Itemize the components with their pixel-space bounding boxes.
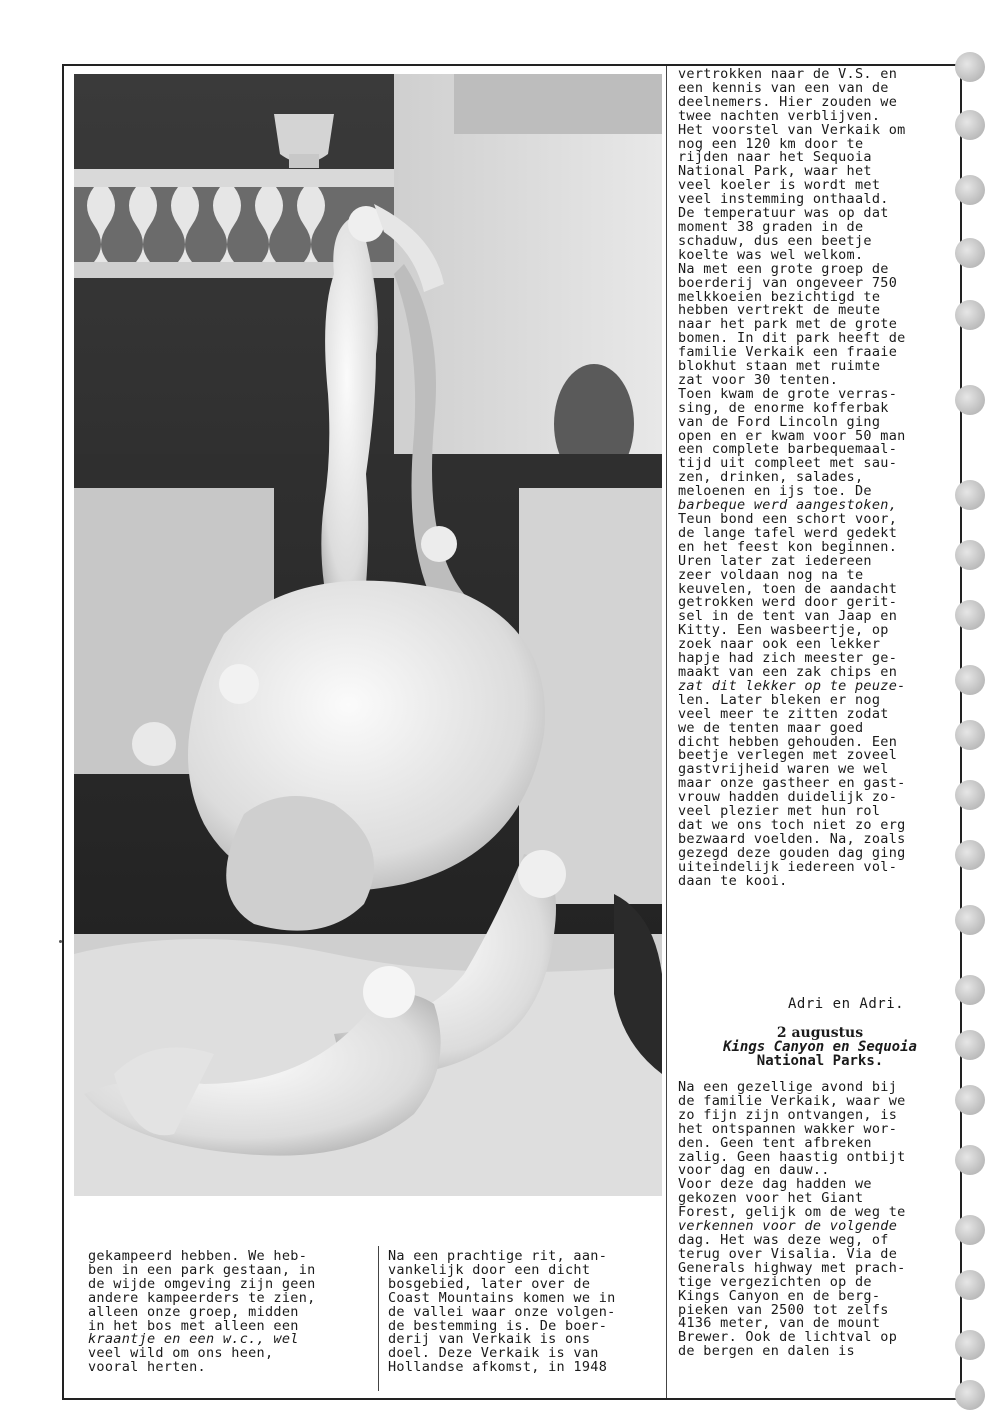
binder-hole <box>955 238 985 268</box>
margin-speck <box>59 940 62 943</box>
text-line: melkkoeien bezichtigd te <box>678 288 881 305</box>
text-line: sing, de enorme kofferbak <box>678 399 889 416</box>
text-line: zen, drinken, salades, <box>678 469 864 486</box>
text-line: we de tenten maar goed <box>678 719 864 736</box>
column-divider-bottom <box>378 1246 379 1391</box>
text-line: open en er kwam voor 50 man <box>678 427 906 444</box>
text-line: uiteindelijk iedereen vol- <box>678 858 898 875</box>
text-line: blokhut staan met ruimte <box>678 358 881 375</box>
text-line: twee nachten verblijven. <box>678 107 881 124</box>
text-line: Brewer. Ook de lichtval op <box>678 1329 898 1346</box>
text-line: tige vergezichten op de <box>678 1273 872 1290</box>
text-line: vankelijk door een dicht <box>388 1261 591 1278</box>
text-line: de bergen en dalen is <box>678 1343 855 1360</box>
text-line: Na een prachtige rit, aan- <box>388 1248 608 1264</box>
text-line: doel. Deze Verkaik is van <box>388 1345 599 1362</box>
text-line: veel instemming onthaald. <box>678 191 889 208</box>
binder-hole <box>955 1145 985 1175</box>
text-line: daan te kooi. <box>678 872 788 889</box>
text-line: moment 38 graden in de <box>678 218 864 235</box>
text-line: tijd uit compleet met sau- <box>678 455 898 472</box>
right-column-bottom-text <box>678 1081 906 1359</box>
text-line: gekampeerd hebben. We heb- <box>88 1248 308 1264</box>
right-column-top-text <box>678 68 906 888</box>
text-line: zat dit lekker op te peuze- <box>678 677 906 694</box>
text-line: zat voor 30 tenten. <box>678 371 839 388</box>
text-line: keuvelen, toen de aandacht <box>678 580 898 597</box>
text-line: maakt van een zak chips en <box>678 663 898 680</box>
text-line: Kings Canyon en de berg- <box>678 1287 881 1304</box>
text-line: zoek naar ook een lekker <box>678 636 881 653</box>
text-line: pieken van 2500 tot zelfs <box>678 1301 889 1318</box>
text-line: voor dag en dauw.. <box>678 1162 830 1179</box>
text-line: vertrokken naar de V.S. en <box>678 66 898 82</box>
binder-hole <box>955 1270 985 1300</box>
text-line: schaduw, dus een beetje <box>678 232 872 249</box>
text-line: maar onze gastheer en gast- <box>678 775 906 792</box>
binder-hole <box>955 385 985 415</box>
text-line: National Park, waar het <box>678 163 872 180</box>
text-line: verkennen voor de volgende <box>678 1218 898 1235</box>
text-line: sel in de tent van Jaap en <box>678 608 898 625</box>
text-line: len. Later bleken er nog <box>678 691 881 708</box>
text-line: het ontspannen wakker wor- <box>678 1120 898 1137</box>
text-line: terug over Visalia. Via de <box>678 1245 898 1262</box>
binder-hole <box>955 480 985 510</box>
column-divider <box>666 66 667 1398</box>
binder-hole <box>955 720 985 750</box>
text-line: Teun bond een schort voor, <box>678 511 898 527</box>
text-line: Na een gezellige avond bij <box>678 1079 898 1095</box>
binder-hole <box>955 1030 985 1060</box>
binder-hole <box>955 110 985 140</box>
text-line: veel plezier met hun rol <box>678 803 881 820</box>
text-line: de familie Verkaik, waar we <box>678 1092 906 1109</box>
text-line: andere kampeerders te zien, <box>88 1289 316 1306</box>
text-line: bezwaard voelden. Na, zoals <box>678 830 906 847</box>
text-line: van de Ford Lincoln ging <box>678 413 881 430</box>
text-line: zalig. Geen haastig ontbijt <box>678 1148 906 1165</box>
text-line: de lange tafel werd gedekt <box>678 524 898 541</box>
fountain-photo <box>74 74 662 1196</box>
text-line: gezegd deze gouden dag ging <box>678 844 906 861</box>
text-line: kraantje en een w.c., wel <box>88 1331 299 1348</box>
text-line: beetje verlegen met zoveel <box>678 747 898 764</box>
text-line: zo fijn zijn ontvangen, is <box>678 1106 898 1123</box>
text-line: den. Geen tent afbreken <box>678 1134 872 1151</box>
text-line: de wijde omgeving zijn geen <box>88 1275 316 1292</box>
text-line: dicht hebben gehouden. Een <box>678 733 898 750</box>
text-line: Na met een grote groep de <box>678 260 889 277</box>
text-line: bosgebied, later over de <box>388 1275 591 1292</box>
text-line: derij van Verkaik is ons <box>388 1331 591 1348</box>
text-line: een complete barbequemaal- <box>678 441 898 458</box>
text-line: de vallei waar onze volgen- <box>388 1303 616 1320</box>
text-line: rijden naar het Sequoia <box>678 149 872 166</box>
text-line: getrokken werd door gerit- <box>678 594 898 611</box>
binder-hole <box>955 300 985 330</box>
text-line: Generals highway met prach- <box>678 1259 906 1276</box>
binder-hole <box>955 975 985 1005</box>
text-line: vooral herten. <box>88 1359 206 1376</box>
text-line: veel koeler is wordt met <box>678 177 881 194</box>
text-line: de bestemming is. De boer- <box>388 1317 608 1334</box>
text-line: meloenen en ijs toe. De <box>678 483 872 500</box>
fountain-photo-drawing <box>74 74 662 1196</box>
binder-hole <box>955 780 985 810</box>
bottom-left-column-text <box>88 1250 316 1375</box>
text-line: Uren later zat iedereen <box>678 552 872 569</box>
text-line: zeer voldaan nog na te <box>678 566 864 583</box>
text-line: Het voorstel van Verkaik om <box>678 121 906 138</box>
section-title-line2: National Parks. <box>756 1053 884 1069</box>
section-title: Kings Canyon en Sequoia <box>723 1039 917 1055</box>
binder-hole <box>955 540 985 570</box>
text-line: boerderij van ongeveer 750 <box>678 274 898 291</box>
text-line: naar het park met de grote <box>678 316 898 333</box>
text-line: veel meer te zitten zodat <box>678 705 889 722</box>
binder-hole <box>955 1085 985 1115</box>
binder-hole <box>955 1330 985 1360</box>
text-line: in het bos met alleen een <box>88 1317 299 1334</box>
text-line: De temperatuur was op dat <box>678 205 889 222</box>
text-line: hapje had zich meester ge- <box>678 650 898 667</box>
binder-hole <box>955 52 985 82</box>
binder-hole <box>955 905 985 935</box>
text-line: koelte was wel welkom. <box>678 246 864 263</box>
text-line: familie Verkaik een fraaie <box>678 344 898 361</box>
text-line: 4136 meter, van de mount <box>678 1315 881 1332</box>
text-line: nog een 120 km door te <box>678 135 864 152</box>
text-line: een kennis van een van de <box>678 79 889 96</box>
binder-hole <box>955 1380 985 1410</box>
text-line: hebben vertrekt de meute <box>678 302 881 319</box>
text-line: Hollandse afkomst, in 1948 <box>388 1359 608 1376</box>
bottom-middle-column-text <box>388 1250 616 1375</box>
binder-hole <box>955 1215 985 1245</box>
text-line: barbeque werd aangestoken, <box>678 497 898 514</box>
author-signature: Adri en Adri. <box>788 996 905 1012</box>
text-line: gastvrijheid waren we wel <box>678 761 889 778</box>
binder-hole <box>955 600 985 630</box>
text-line: Voor deze dag hadden we <box>678 1176 872 1193</box>
text-line: Forest, gelijk om de weg te <box>678 1204 906 1221</box>
text-line: dat we ons toch niet zo erg <box>678 816 906 833</box>
binder-hole <box>955 175 985 205</box>
text-line: bomen. In dit park heeft de <box>678 330 906 347</box>
text-line: Toen kwam de grote verras- <box>678 385 898 402</box>
binder-hole <box>955 840 985 870</box>
text-line: dag. Het was deze weg, of <box>678 1231 889 1248</box>
text-line: alleen onze groep, midden <box>88 1303 299 1320</box>
text-line: ben in een park gestaan, in <box>88 1261 316 1278</box>
text-line: veel wild om ons heen, <box>88 1345 274 1362</box>
text-line: vrouw hadden duidelijk zo- <box>678 789 898 806</box>
text-line: gekozen voor het Giant <box>678 1190 864 1207</box>
section-date: 2 augustus <box>776 1025 864 1041</box>
text-line: deelnemers. Hier zouden we <box>678 93 898 110</box>
text-line: Coast Mountains komen we in <box>388 1289 616 1306</box>
text-line: Kitty. Een wasbeertje, op <box>678 622 889 639</box>
binder-hole <box>955 665 985 695</box>
text-line: en het feest kon beginnen. <box>678 538 898 555</box>
